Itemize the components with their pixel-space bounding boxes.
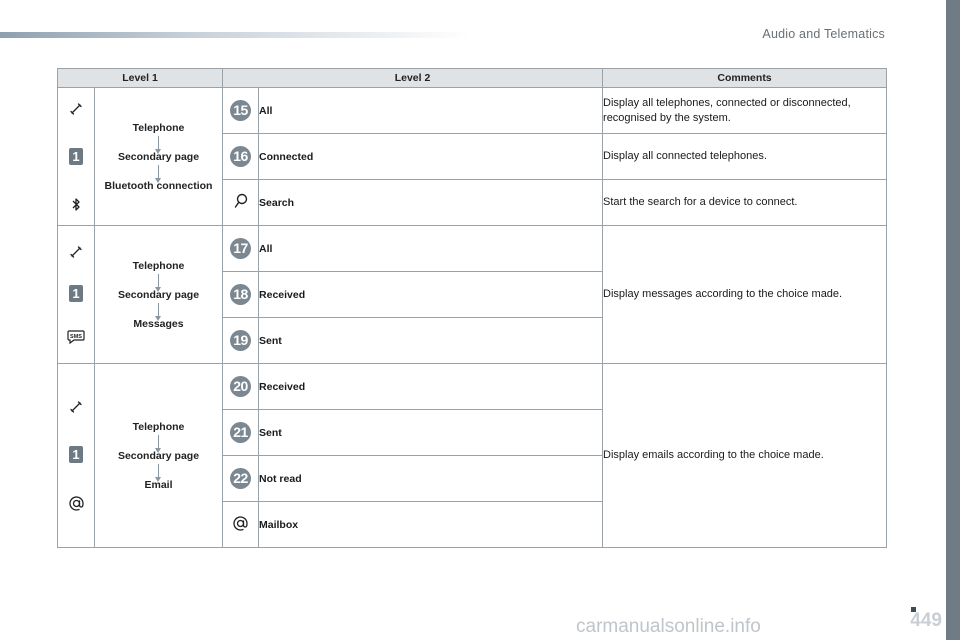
number-badge: 17 bbox=[230, 238, 251, 259]
flow-arrow bbox=[158, 435, 159, 449]
badge-cell bbox=[223, 88, 259, 134]
menu-table bbox=[57, 68, 887, 548]
level1-flow-cell bbox=[95, 364, 223, 548]
icon-stack bbox=[58, 245, 94, 345]
badge-cell bbox=[223, 364, 259, 410]
flow-arrow bbox=[158, 136, 159, 150]
flow-telephone: Telephone bbox=[132, 259, 185, 272]
table-row bbox=[58, 364, 887, 410]
row-label: Sent bbox=[259, 410, 603, 456]
number-badge: 20 bbox=[230, 376, 251, 397]
row-comment: Start the search for a device to connect. bbox=[603, 180, 887, 226]
sms-icon bbox=[66, 329, 86, 345]
badge-cell bbox=[223, 318, 259, 364]
header-comments: Comments bbox=[603, 69, 887, 88]
table-row bbox=[58, 226, 887, 272]
badge-cell bbox=[223, 410, 259, 456]
badge-cell bbox=[223, 180, 259, 226]
flow-messages: Messages bbox=[133, 317, 184, 330]
telephone-icon bbox=[69, 245, 83, 259]
level1-flow-cell bbox=[95, 88, 223, 226]
row-comment: Display all telephones, connected or disconnected, recognised by the system. bbox=[603, 88, 887, 134]
svg-text:SMS: SMS bbox=[70, 333, 82, 340]
top-accent-bar bbox=[0, 32, 470, 38]
badge-cell bbox=[223, 456, 259, 502]
page-number: 449 bbox=[910, 610, 942, 631]
flow-arrow bbox=[158, 303, 159, 317]
flow-telephone: Telephone bbox=[132, 420, 185, 433]
row-label: Received bbox=[259, 364, 603, 410]
table-header-row bbox=[58, 69, 887, 88]
watermark: carmanualsonline.info bbox=[576, 616, 761, 637]
flow-arrow bbox=[158, 464, 159, 478]
number-badge: 22 bbox=[230, 468, 251, 489]
at-sign-icon bbox=[68, 495, 85, 512]
badge-cell bbox=[223, 134, 259, 180]
header-level2: Level 2 bbox=[223, 69, 603, 88]
at-sign-icon bbox=[232, 515, 249, 532]
search-icon bbox=[233, 192, 249, 210]
number-badge: 15 bbox=[230, 100, 251, 121]
icon-stack bbox=[58, 102, 94, 212]
level-1-badge: 1 bbox=[69, 285, 83, 302]
row-label: Received bbox=[259, 272, 603, 318]
number-badge: 16 bbox=[230, 146, 251, 167]
level1-flow-cell bbox=[95, 226, 223, 364]
row-label: Not read bbox=[259, 456, 603, 502]
level1-icons-cell bbox=[58, 364, 95, 548]
flow-secondary-page: Secondary page bbox=[117, 150, 200, 163]
header-level1: Level 1 bbox=[58, 69, 223, 88]
telephone-icon bbox=[69, 400, 83, 414]
row-label: Mailbox bbox=[259, 502, 603, 548]
row-label: All bbox=[259, 88, 603, 134]
flow-email: Email bbox=[144, 478, 173, 491]
icon-stack bbox=[58, 400, 94, 512]
flow-secondary-page: Secondary page bbox=[117, 449, 200, 462]
row-comment: Display emails according to the choice made. bbox=[603, 364, 887, 548]
right-edge-strip bbox=[946, 0, 960, 640]
level-1-badge: 1 bbox=[69, 446, 83, 463]
number-badge: 19 bbox=[230, 330, 251, 351]
table-row bbox=[58, 88, 887, 134]
level1-icons-cell bbox=[58, 88, 95, 226]
flow-telephone: Telephone bbox=[132, 121, 185, 134]
row-label: Search bbox=[259, 180, 603, 226]
badge-cell bbox=[223, 226, 259, 272]
row-label: Connected bbox=[259, 134, 603, 180]
bluetooth-icon bbox=[71, 197, 81, 212]
badge-cell bbox=[223, 502, 259, 548]
flow-bluetooth-connection: Bluetooth connection bbox=[104, 179, 213, 192]
row-comment: Display messages according to the choice made. bbox=[603, 226, 887, 364]
flow-arrow bbox=[158, 165, 159, 179]
flow-secondary-page: Secondary page bbox=[117, 288, 200, 301]
section-title: Audio and Telematics bbox=[762, 27, 885, 41]
level-1-badge: 1 bbox=[69, 148, 83, 165]
badge-cell bbox=[223, 272, 259, 318]
number-badge: 21 bbox=[230, 422, 251, 443]
row-label: Sent bbox=[259, 318, 603, 364]
level1-icons-cell bbox=[58, 226, 95, 364]
flow-arrow bbox=[158, 274, 159, 288]
telephone-icon bbox=[69, 102, 83, 116]
row-comment: Display all connected telephones. bbox=[603, 134, 887, 180]
row-label: All bbox=[259, 226, 603, 272]
number-badge: 18 bbox=[230, 284, 251, 305]
